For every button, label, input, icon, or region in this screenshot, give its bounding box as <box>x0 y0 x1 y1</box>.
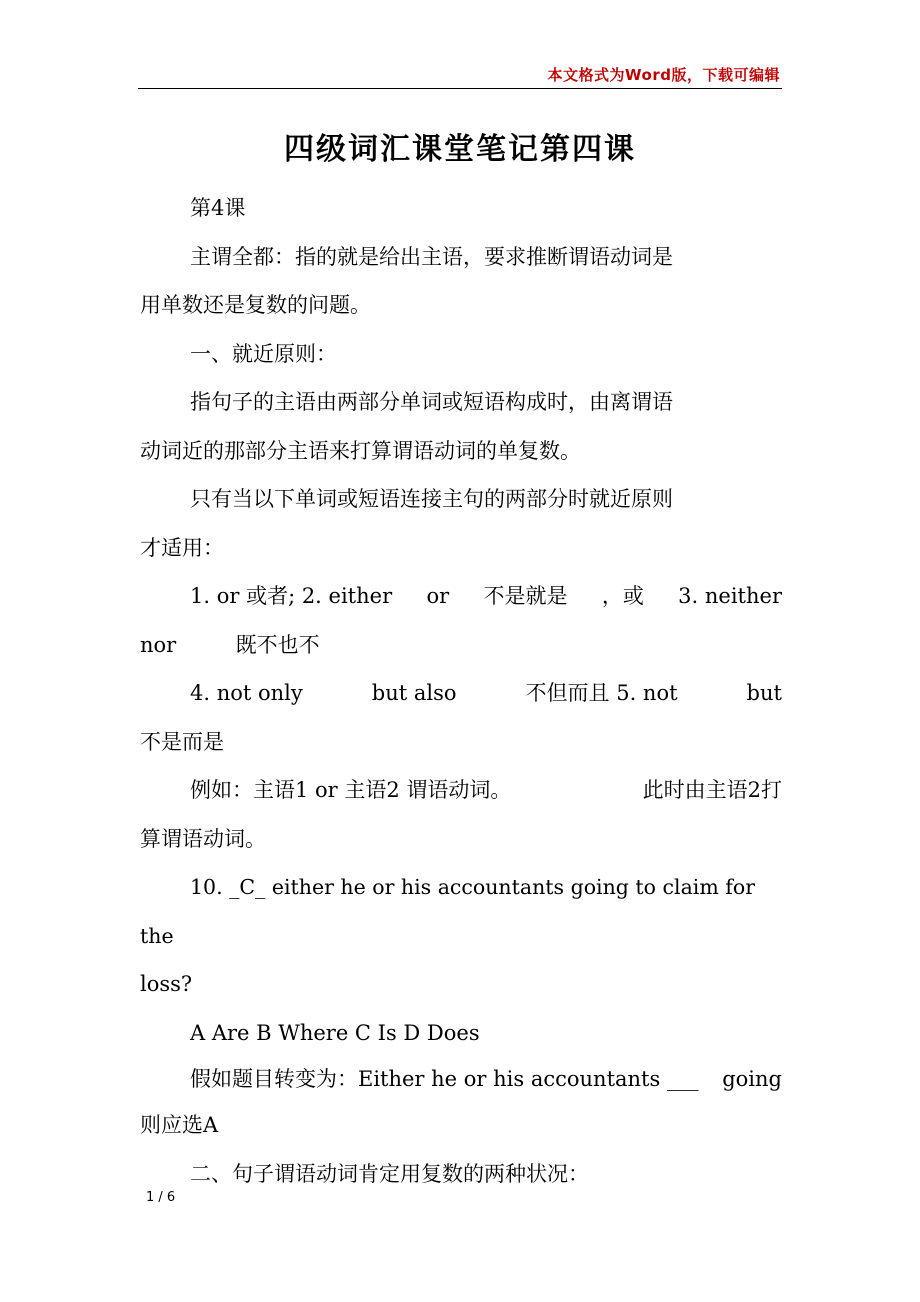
variant-text: 假如题目转变为：Either he or his accountants ___ <box>190 1067 699 1091</box>
lesson-number: 第4课 <box>190 196 246 220</box>
conjunction-list-line1 <box>140 572 782 621</box>
list-item: 4. not only <box>190 681 303 705</box>
list-item: 1. or 或者; 2. either <box>190 584 393 608</box>
paragraph-definition-line1: 主谓全都：指的就是给出主语，要求推断谓语动词是 <box>190 244 673 269</box>
list-item: ，或 <box>601 584 644 608</box>
list-item: 3. neither <box>678 584 782 608</box>
list-item: or <box>426 584 450 608</box>
paragraph-rule-line2: 动词近的那部分主语来打算谓语动词的单复数。 <box>140 438 581 463</box>
paragraph-applies-line1: 只有当以下单词或短语连接主句的两部分时就近原则 <box>190 487 673 511</box>
question-10-line2: loss? <box>140 972 193 996</box>
list-item: 不但而且 5. not <box>525 681 678 705</box>
conjunction-list-line4: 不是而是 <box>140 729 224 754</box>
question-10-options: A Are B Where C Is D Does <box>190 1020 480 1045</box>
variant-text: going <box>722 1067 782 1091</box>
list-item: but <box>746 681 782 705</box>
conjunction-list-line2 <box>140 621 782 670</box>
header-note: 本文格式为Word版，下载可编辑 <box>547 66 780 84</box>
variant-line1 <box>140 1057 782 1101</box>
list-item: nor <box>140 632 177 657</box>
header-rule <box>138 88 782 89</box>
paragraph-applies-line2: 才适用： <box>140 535 224 560</box>
example-text: 例如：主语1 or 主语2 谓语动词。 <box>190 778 512 802</box>
example-line1 <box>140 766 782 815</box>
variant-line2: 则应选A <box>140 1113 219 1137</box>
section-heading-2: 二、句子谓语动词肯定用复数的两种状况： <box>190 1161 589 1186</box>
page-number: 1 / 6 <box>146 1190 176 1205</box>
paragraph-definition-line2: 用单数还是复数的问题。 <box>140 293 371 317</box>
page-title: 四级词汇课堂笔记第四课 <box>284 132 636 167</box>
list-item: 不是就是 <box>483 584 568 608</box>
example-text: 此时由主语2打 <box>642 778 782 802</box>
list-item: but also <box>371 681 457 705</box>
section-heading-1: 一、就近原则： <box>190 341 337 366</box>
question-10-line1: 10. _C_ either he or his accountants going to claim for the <box>140 875 756 948</box>
conjunction-list-line3 <box>140 669 782 718</box>
example-line2: 算谓语动词。 <box>140 826 266 851</box>
document-body <box>140 184 782 1198</box>
list-item: 既不也不 <box>235 632 320 657</box>
paragraph-rule-line1: 指句子的主语由两部分单词或短语构成时，由离谓语 <box>190 390 673 414</box>
